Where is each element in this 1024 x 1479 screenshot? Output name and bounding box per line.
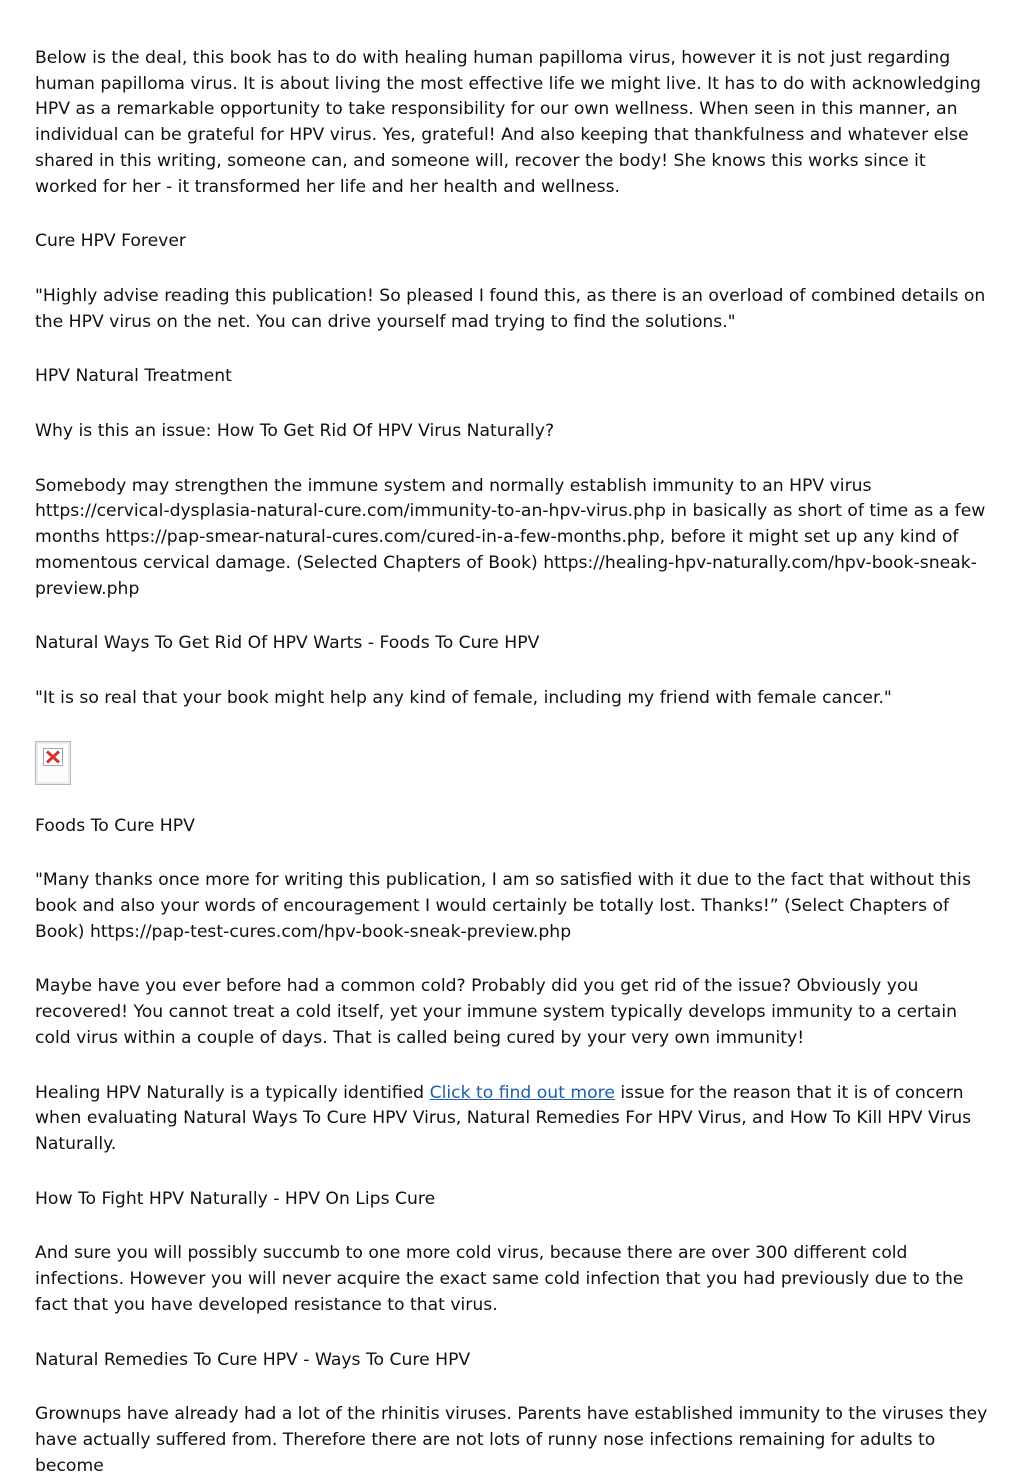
click-to-find-out-more-link[interactable]: Click to find out more	[429, 1082, 615, 1103]
quote-highly-advise: "Highly advise reading this publication! So pleased I found this, as there is an overload of combined details on the HPV virus on the net. You can drive yourself mad trying to find the solutions."	[35, 285, 986, 332]
broken-image-icon	[35, 741, 71, 785]
heading-cure-hpv-forever: Cure HPV Forever	[35, 231, 186, 252]
paragraph-text-after-link: issue for the reason that it is of concern when evaluating Natural Ways To Cure HPV Virus, Natural Remedies For HPV Virus, and How To Kill HPV Virus Naturally.	[35, 1082, 972, 1154]
heading-how-to-fight-hpv: How To Fight HPV Naturally - HPV On Lips Cure	[35, 1188, 436, 1209]
document-page	[35, 46, 993, 1479]
heading-foods-to-cure-hpv: Foods To Cure HPV	[35, 815, 195, 836]
quote-so-real: "It is so real that your book might help any kind of female, including my friend with female cancer."	[35, 687, 892, 708]
paragraph-intro: Below is the deal, this book has to do with healing human papilloma virus, however it is not just regarding human papilloma virus. It is about living the most effective life we might live. It has to do with acknowledging HPV as a remarkable opportunity to take responsibility for our own wellness. When seen in this manner, an individual can be grateful for HPV virus. Yes, grateful! And also keeping that thankfulness and whatever else shared in this writing, someone can, and someone will, recover the body! She knows this works since it worked for her - it transformed her life and her health and wellness.	[35, 48, 981, 197]
quote-many-thanks: "Many thanks once more for writing this publication, I am so satisfied with it due to the fact that without this book and also your words of encouragement I would certainly be totally lost. Thanks!” (Select Chapters of Book) https://pap-test-cures.com/hpv-book-sneak-preview.php	[35, 870, 971, 942]
paragraph-text-before-link: Healing HPV Naturally is a typically identified	[35, 1082, 430, 1103]
paragraph-common-cold: Maybe have you ever before had a common cold? Probably did you get rid of the issue? Obviously you recovered! You cannot treat a cold itself, yet your immune system typically develops immunity to a certain cold virus within a couple of days. That is called being cured by your very own immunity!	[35, 976, 958, 1048]
heading-why-is-this-an-issue: Why is this an issue: How To Get Rid Of HPV Virus Naturally?	[35, 421, 555, 442]
paragraph-immune-system: Somebody may strengthen the immune system and normally establish immunity to an HPV virus https://cervical-dysplasia-natural-cure.com/immunity-to-an-hpv-virus.php in basically as short of time as a few months https://pap-smear-natural-cures.com/cured-in-a-few-months.php, before it might set up any kind of momentous cervical damage. (Selected Chapters of Book) https://healing-hpv-naturally.com/hpv-book-sneak-preview.php	[35, 475, 986, 599]
broken-image-x-icon	[43, 748, 63, 766]
heading-natural-ways-warts: Natural Ways To Get Rid Of HPV Warts - Foods To Cure HPV	[35, 633, 540, 654]
paragraph-healing-hpv-naturally	[35, 1081, 993, 1158]
paragraph-grownups: Grownups have already had a lot of the rhinitis viruses. Parents have established immunity to the viruses they have actually suffered from. Therefore there are not lots of runny nose infections remaining for adults to become	[35, 1404, 988, 1476]
paragraph-cold-virus: And sure you will possibly succumb to one more cold virus, because there are over 300 different cold infections. However you will never acquire the exact same cold infection that you had previously due to the fact that you have developed resistance to that virus.	[35, 1243, 964, 1315]
heading-hpv-natural-treatment: HPV Natural Treatment	[35, 366, 232, 387]
heading-natural-remedies: Natural Remedies To Cure HPV - Ways To Cure HPV	[35, 1349, 471, 1370]
